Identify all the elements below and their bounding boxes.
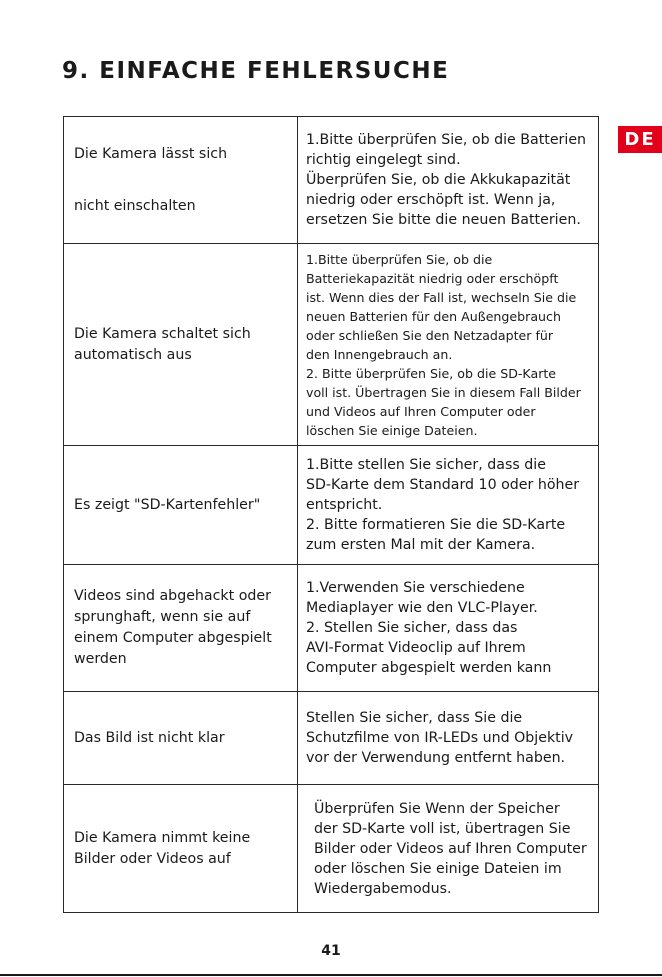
solution-cell [298,244,599,446]
problem-text: Es zeigt "SD-Kartenfehler" [74,496,261,513]
troubleshooting-table [63,116,599,913]
solution-text: 1.Verwenden Sie verschiedene Mediaplayer wie den VLC-Player. 2. Stellen Sie sicher, dass das AVI-Format Videoclip auf Ihrem Computer abgespielt werden kann [306,580,552,676]
problem-text: Videos sind abgehackt oder sprunghaft, wenn sie auf einem Computer abgespielt werden [74,588,272,667]
problem-cell [64,446,298,565]
table-row [64,117,599,244]
problem-text: Das Bild ist nicht klar [74,729,225,746]
problem-cell [64,565,298,692]
problem-cell [64,785,298,913]
table-row [64,565,599,692]
page-title: 9. EINFACHE FEHLERSUCHE [62,58,450,84]
table-row [64,446,599,565]
solution-text: Überprüfen Sie Wenn der Speicher der SD-Karte voll ist, übertragen Sie Bilder oder Videos auf Ihren Computer oder löschen Sie einige Dateien im Wiedergabemodus. [314,800,587,897]
page-number: 41 [321,943,341,959]
table-row [64,692,599,785]
language-tab: DE [618,126,662,153]
problem-cell [64,692,298,785]
solution-cell [298,117,599,244]
problem-text: Die Kamera lässt sich nicht einschalten [74,146,228,214]
solution-cell [298,446,599,565]
solution-text: 1.Bitte überprüfen Sie, ob die Batteriekapazität niedrig oder erschöpft ist. Wenn dies der Fall ist, wechseln Sie die neuen Batterien für den Außengebrauch oder schließen Sie den Netzadapter für den Innengebrauch an. 2. Bitte überprüfen Sie, ob die SD-Karte voll ist. Übertragen Sie in diesem Fall Bilder und Videos auf Ihren Computer oder löschen Sie einige Dateien. [306,251,581,438]
problem-text: Die Kamera schaltet sich automatisch aus [74,325,251,363]
solution-text: 1.Bitte stellen Sie sicher, dass die SD-Karte dem Standard 10 oder höher entspricht. 2. Bitte formatieren Sie die SD-Karte zum ersten Mal mit der Kamera. [306,457,580,553]
bottom-rule [0,974,662,976]
solution-cell [298,565,599,692]
problem-text: Die Kamera nimmt keine Bilder oder Videos auf [74,829,251,867]
table-row [64,244,599,446]
solution-cell [298,785,599,913]
solution-cell [298,692,599,785]
solution-text: Stellen Sie sicher, dass Sie die Schutzfilme von IR-LEDs und Objektiv vor der Verwendung entfernt haben. [306,710,574,766]
table-row [64,785,599,913]
problem-cell [64,244,298,446]
problem-cell [64,117,298,244]
solution-text: 1.Bitte überprüfen Sie, ob die Batterien richtig eingelegt sind. Überprüfen Sie, ob die Akkukapazität niedrig oder erschöpft ist. Wenn ja, ersetzen Sie bitte die neuen Batterien. [306,132,587,228]
